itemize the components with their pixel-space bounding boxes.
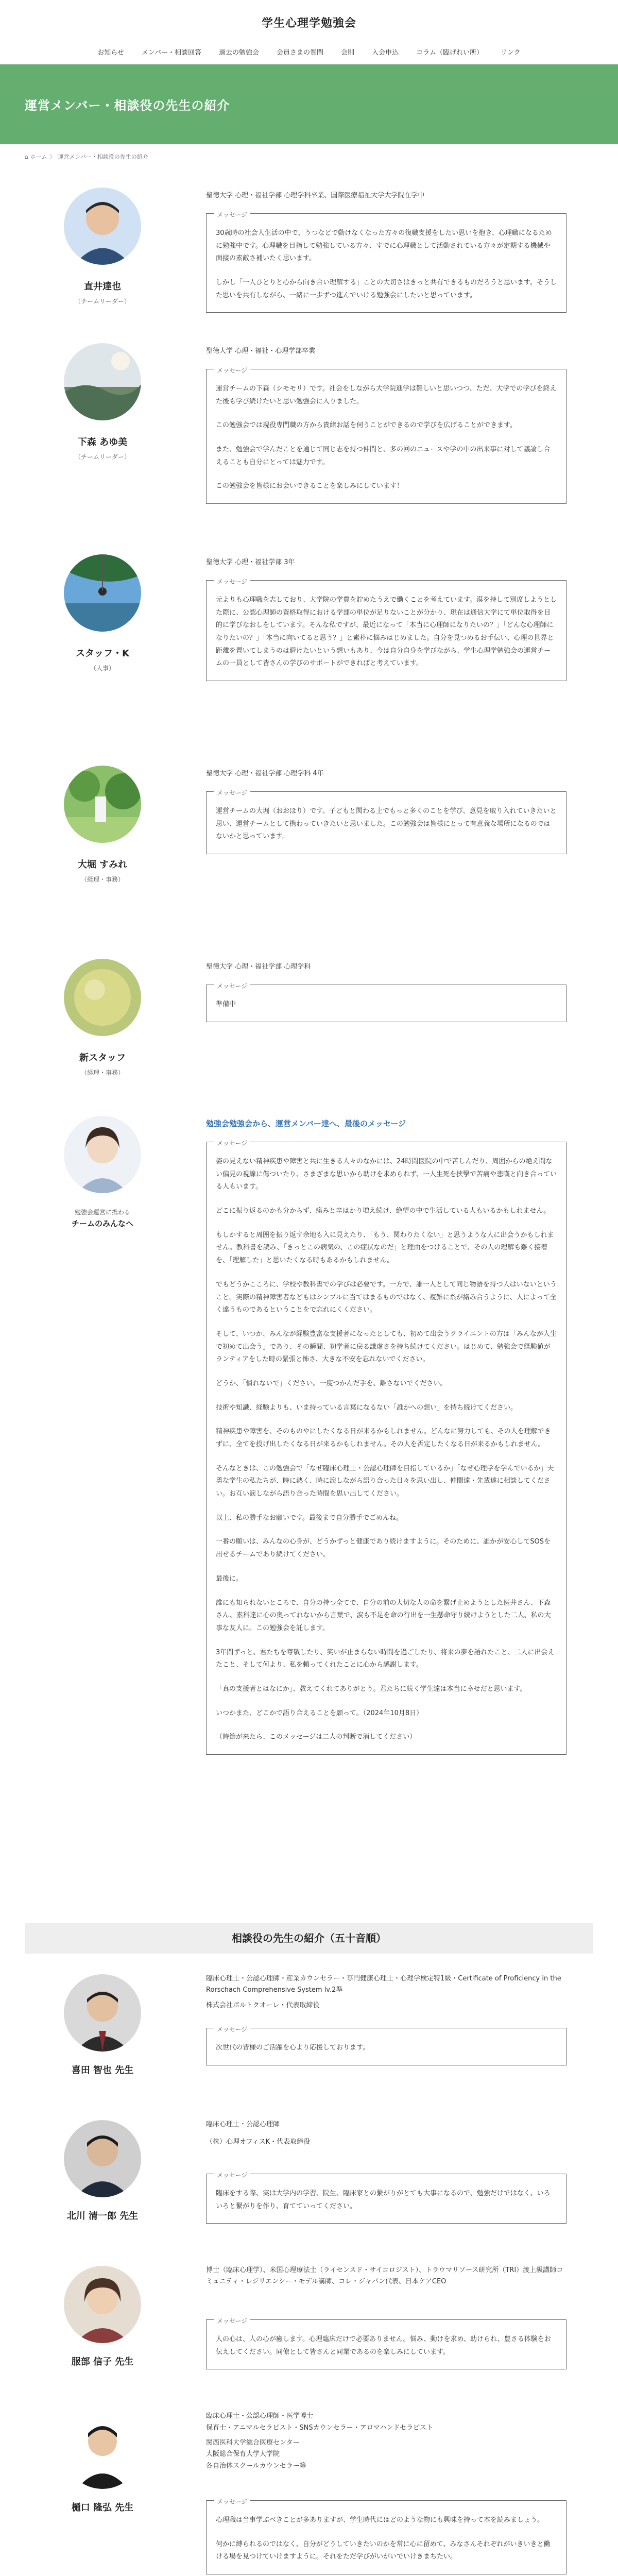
- global-nav: [0, 47, 618, 57]
- message-paragraph: 最後に。: [216, 1574, 243, 1583]
- teacher-message-box: [206, 2500, 566, 2574]
- member-name: 直井達也: [84, 281, 121, 292]
- message-label: メッセージ: [214, 1138, 250, 1149]
- message-paragraph: 姿の見えない精神疾患や障害と共に生きる人々のなかには、24時間医院の中で苦しんだり、周囲からの絶え間ない偏見の視線に傷ついたり、さまざまな思いから助けを求められず、一人生死を挟撃で苦痛や悲嘆と向き合っている人もいます。: [216, 1158, 557, 1191]
- member-name: スタッフ・K: [76, 648, 129, 659]
- message-label: メッセージ: [214, 2170, 250, 2181]
- teacher-message-box: [206, 2174, 566, 2224]
- message-label: メッセージ: [214, 576, 250, 588]
- message-paragraph: 誰にも知られないところで、自分の持つ全てで、自分の前の大切な人の命を繋げ止めようとした医井さん、下森さん、素科達に心の奥ってれないから言葉で、涙も不足を命の行出を一生懸命守り続けようとした二人、私の大事な友人に。この勉強会を託します。: [216, 1599, 551, 1632]
- member-role: 勉強会運営に携わる: [74, 1209, 130, 1216]
- member-photo: [64, 1116, 141, 1193]
- message-label: メッセージ: [214, 787, 250, 799]
- member-role: （チームリーダー）: [74, 298, 130, 305]
- message-paragraph: この勉強会を皆様にお会いできることを楽しみにしています！: [216, 482, 404, 490]
- page-title: 運営メンバー・相談役の先生の紹介: [25, 98, 230, 113]
- member-name: 大堀 すみれ: [77, 859, 128, 870]
- affiliation-line: 大阪総合保育大学大学院: [206, 2450, 280, 2459]
- teacher-affiliation: [206, 2119, 566, 2148]
- member-affiliation: 聖徳大学 心理・福祉学部 心理学科 4年: [206, 770, 324, 777]
- teacher-photo: [64, 2120, 141, 2197]
- member-role: （経理・事務）: [80, 1069, 124, 1076]
- nav-item-members[interactable]: メンバー・相談回答: [141, 49, 202, 57]
- teacher-message-box: [206, 2028, 566, 2065]
- member-message-box: [206, 791, 566, 854]
- nav-item-column[interactable]: コラム（臨げれい所）: [416, 49, 483, 57]
- member-name: 下森 あゆ美: [77, 437, 128, 448]
- nav-item-rules[interactable]: 会則: [341, 49, 355, 57]
- nav-item-questions[interactable]: 会員さまの質問: [277, 49, 324, 57]
- message-paragraph: 技術や知識、経験よりも、いま持っている言葉になるない「誰かへの想い」を持ち続けてください。: [216, 1403, 518, 1412]
- page-hero: [0, 64, 618, 144]
- breadcrumb: [0, 144, 618, 163]
- message-paragraph: 30歳時の社会人生活の中で、うつなどで動けなくなった方々の復職支援をしたい思いを抱き、心理職になるために勉強中です。心理職を目指して勉強している方々、すでに心理職として活動されている方々が定期する機械や面接の素敵さ補いたく思います。: [216, 229, 552, 263]
- message-paragraph: また、勉強会で学んだことを通じて同じ志を持つ仲間と、多の回のニュースや学の中の出来事に対して議論し合えることも自分にとっては魅力です。: [216, 446, 551, 466]
- farewell-heading: 勉強会勉強会から、運営メンバー達へ、最後のメッセージ: [206, 1119, 406, 1128]
- message-paragraph: 3年間ずっと、君たちを尊敬したり、笑いが止まらない時間を過ごしたり、将来の夢を語れたこと、二人に出会えたこと、そして何より、私を頼ってくれたことに心から感謝します。: [216, 1648, 555, 1669]
- member-photo: [64, 766, 141, 843]
- message-paragraph: 臨床をする際、実は大学内の学習、院生、臨床家との繋がりがとても大事になるので、勉強だけではなく、いろいろと繋がりを作り、育てていってください。: [216, 2190, 551, 2210]
- member-photo: [64, 554, 141, 632]
- member-affiliation: 聖徳大学 心理・福祉・心理学部卒業: [206, 347, 316, 355]
- teacher-name: 樋口 隆弘 先生: [71, 2502, 134, 2513]
- member-role: （人事）: [90, 665, 115, 672]
- breadcrumb-current: 運営メンバー・相談役の先生の紹介: [58, 154, 148, 160]
- affiliation-line: 臨床心理士・公認心理師: [206, 2121, 280, 2128]
- message-paragraph: 一番の願いは、みんなの心身が、どうかずっと健康であり続けますように。そのために、誰かが安心してSOSを出せるチームであり続けてください。: [216, 1538, 551, 1559]
- nav-item-past-sessions[interactable]: 過去の勉強会: [219, 49, 260, 57]
- teacher-message-box: [206, 2319, 566, 2369]
- member-role: （チームリーダー）: [74, 453, 130, 461]
- site-header: [0, 0, 618, 64]
- message-paragraph: 心理職は当事学ぶべきことが多ありますが、学生時代にはどのような物にも興味を持って本を読みましょう。: [216, 2516, 544, 2524]
- member-name: 新スタッフ: [79, 1053, 126, 1063]
- message-paragraph: 人の心は、人の心が癒します。心理臨床だけで必要ありません。悩み、動けを求め、助けられ、豊さる体験をお伝えしてください。同僚として皆さんと同業であるのを楽しみにしています。: [216, 2335, 551, 2356]
- message-label: メッセージ: [214, 2024, 250, 2036]
- member-affiliation: 聖徳大学 心理・福祉学部 3年: [206, 558, 295, 566]
- member-name: チームのみんなへ: [71, 1219, 133, 1228]
- message-paragraph: どうか、「慣れないで」ください。一度つかんだ手を、離さないでください。: [216, 1379, 447, 1387]
- message-paragraph: 次世代の皆様のご活躍を心より応援しております。: [216, 2044, 369, 2052]
- breadcrumb-separator: 〉: [49, 154, 56, 160]
- nav-item-news[interactable]: お知らせ: [97, 49, 124, 57]
- message-paragraph: しかし「一人ひとりと心から向き合い理解する」ことの大切さはきっと共有できるものだろうと思います。そうした思いを共有しながら、一緒に一歩ずつ進んでいける勉強会にしたいと思っています。: [216, 279, 557, 299]
- affiliation-line: 関西医科大学総合医療センター: [206, 2438, 300, 2447]
- message-label: メッセージ: [214, 2315, 250, 2327]
- members-section: [52, 163, 566, 1919]
- affiliation-line: 株式会社ボルトクオーレ・代表取締役: [206, 2002, 320, 2010]
- affiliation-line: 臨床心理士・公認心理師・医学博士: [206, 2412, 314, 2420]
- teacher-affiliation: [206, 1973, 566, 2011]
- affiliation-line: 博士（臨床心理学）、米国心理療法士（ライセンスド・サイコロジスト）、トラウマリソース研究所（TRI）渡上級講師コミュニティ・レジリエンシー・モデル講師、コレ・ジャパン代表、日本ケアCEO: [206, 2266, 563, 2286]
- message-paragraph: いつかまた、どこかで語り合えることを願って。（2024年10月8日）: [216, 1709, 423, 1717]
- member-photo: [64, 343, 141, 420]
- message-paragraph: 何かに縛られるのではなく、自分がどうしていきたいのかを常に心に留めて、みなさんそれぞれがいきいきと働ける場を見つけていけますように。それをただ学びがいがいでいけきまちたい。: [216, 2540, 551, 2561]
- teacher-photo: [64, 1974, 141, 2052]
- message-paragraph: そんなときは、この勉強会で「なぜ臨床心理士・公認心理師を目指しているか」「なぜ心理学を学んでいるか」夫勇な学生の私たちが、時に熱く、時に涙しながら語り合った日々を思い出し、仲間達・先輩達に相談してください。お互い涙しながら語り合った時間を思い出してください。: [216, 1464, 554, 1498]
- teacher-name: 北川 清一郎 先生: [66, 2211, 139, 2222]
- nav-item-links[interactable]: リンク: [500, 49, 521, 57]
- member-message-box: [206, 1142, 566, 1755]
- message-paragraph: 元よりも心理職を志しており、大学院の学費を貯めたうえで働くことを考えています。漠を持して別席しようとした際に、公認心理師の資格取得における学部の単位が足りないことが分かり、現在は通信大学にて単位取得を目的に学びなおしをしています。そんな私ですが、最近になって「本当に心理師になりたいの？」「どんな心理師になりたいの？」「本当に向いてると思う？」と素朴に悩みはじめました。自分を見つめるお手伝い、心理の世界と距離を置いてしまうのは避けたいという想いもあり、今は自分自身を学びながら、学生心理学勉強会の運営チームの一員として皆さんの学びのサポートができればと考えています。: [216, 596, 557, 668]
- message-paragraph: 以上、私の勝手なお願いです。最後まで自分勝手でごめんね。: [216, 1514, 403, 1522]
- message-paragraph: そして、いつか、みんなが経験豊富な支援者になったとしても、初めて出会うクライエントの方は「みんなが人生で初めて出会う」であり、その瞬間、初学者に戻る謙虚さを持ち続けてください。はじめて、勉強会で経験値がランティアをした時の緊張と怖さ、大きな不安を忘れないでください。: [216, 1330, 557, 1364]
- affiliation-line: 各自治体スクールカウンセラー等: [206, 2462, 306, 2470]
- member-photo: [64, 959, 141, 1036]
- teachers-section: [52, 1974, 566, 2561]
- nav-item-join[interactable]: 入会申込: [372, 49, 399, 57]
- site-title[interactable]: 学生心理学勉強会: [261, 16, 356, 30]
- message-label: メッセージ: [214, 980, 250, 992]
- message-paragraph: この勉強会では現役専門職の方から貴緒お話を伺うことができるので学びを広げることができます。: [216, 421, 517, 430]
- teacher-name: 服部 信子 先生: [71, 2357, 134, 2367]
- teacher-photo: [64, 2266, 141, 2343]
- member-affiliation: 聖徳大学 心理・福祉学部 心理学科卒業、国際医療福祉大学大学院在学中: [206, 192, 425, 199]
- message-paragraph: もしかすると周囲を振り返す余地も入に見えたり、「もう、関わりたくない」と思うような人に出会うかもしれません。教科書を読み、「きっとこの病気の、この症状なのだ」と理由をつけることで、その人の理解も難く接着を、「理解した」と思いたくなる時もあるかもしれません。: [216, 1231, 554, 1265]
- message-paragraph: 運営チームの大堀（おおほり）です。子どもと関わる上でもっと多くのことを学び、意見を取り入れていきたいと思い、運営チームとして携わっていきたいと思いました。この勉強会は皆様にとって有意義な場所になるのではないかと思っています。: [216, 807, 557, 841]
- breadcrumb-home[interactable]: ⌂ ホーム: [25, 152, 47, 163]
- member-message-box: [206, 213, 566, 313]
- message-paragraph: （時節が来たら、このメッセージは二人の判断で消してください）: [216, 1733, 417, 1741]
- member-role: （経理・事務）: [80, 876, 124, 883]
- member-message-box: [206, 982, 566, 1022]
- member-message-box: [206, 369, 566, 504]
- member-message-box: [206, 580, 566, 681]
- message-label: メッセージ: [214, 365, 250, 377]
- member-affiliation: 聖徳大学 心理・福祉学部 心理学科: [206, 963, 311, 971]
- message-label: メッセージ: [214, 209, 250, 221]
- message-paragraph: 「真の支援者とはなにか」、教えてくれてありがとう。君たちに続く学生達は本当に幸せだと思います。: [216, 1685, 527, 1693]
- affiliation-line: （株）心理オフィスK・代表取締役: [206, 2138, 311, 2146]
- message-paragraph: 準備中: [216, 1001, 236, 1008]
- message-paragraph: でもどうかこころに、学校や教科書での学びは必要です。一方で、誰一人として同じ物語を持つ人はいないということ。実際の精神障害者などもはシンプルに当てはまるものではなく、複雑に糸が絡み合うように、人によって全く違うものであるということをで忘れにくください。: [216, 1280, 557, 1314]
- teacher-photo: [64, 2412, 141, 2489]
- teacher-affiliation: [206, 2411, 566, 2472]
- message-paragraph: 精神疾患や障害を、そのものやにしたくなる日が来るかもしれません。どんなに努力しても、その人を理解できずに、全てを投げ出したくなる日が来るかもしれません。その人を否定したくなる日が来るかもしれません。: [216, 1428, 551, 1448]
- teacher-affiliation: [206, 2265, 566, 2287]
- teacher-name: 喜田 智也 先生: [71, 2065, 134, 2076]
- teachers-section-title: 相談役の先生の紹介（五十音順）: [25, 1923, 593, 1954]
- message-paragraph: 運営チームの下森（シモモリ）です。社会をしながら大学院進学は難しいと思いつつ、ただ、大学での学びを終えた後も学び続けたいと思い勉強会に入りました。: [216, 385, 557, 405]
- affiliation-line: 臨床心理士・公認心理師・産業カウンセラー・専門健康心理士・心理学検定特1級・Certificate of Proficiency in the Rorschach Comprehensive System lv.2準: [206, 1975, 561, 1994]
- affiliation-line: 保育士・アニマルセラピスト・SNSカウンセラー・アロマハンドセラピスト: [206, 2424, 434, 2432]
- member-photo: [64, 188, 141, 265]
- message-label: メッセージ: [214, 2496, 250, 2508]
- message-paragraph: どこに振り返るのかも分からず、痛みと辛はかり増え続け、絶望の中で生活している人もいるかもしれません。: [216, 1207, 551, 1215]
